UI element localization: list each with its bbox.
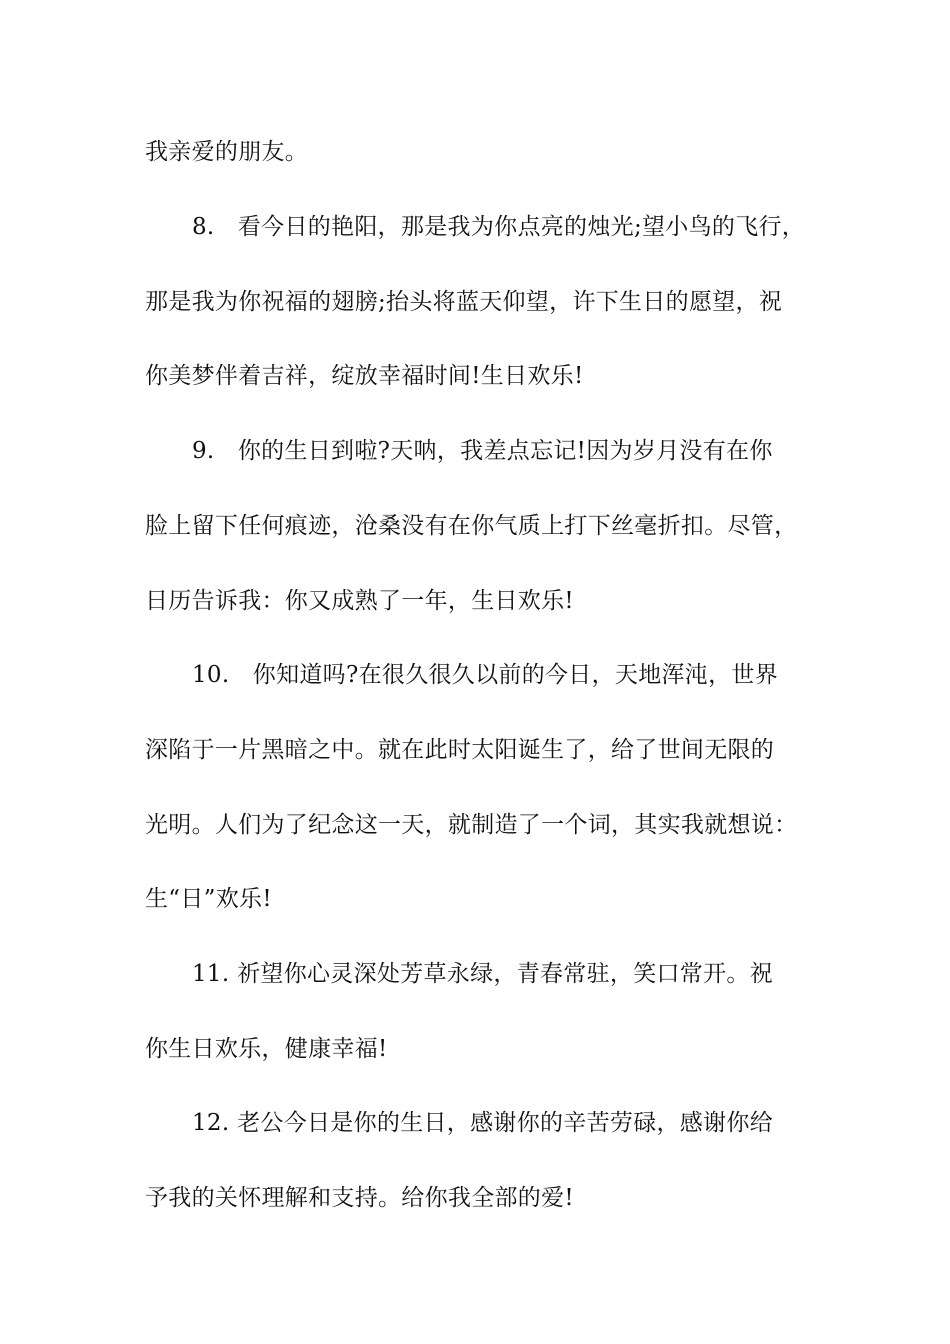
paragraph-8-line-2: 那是我为你祝福的翅膀;抬头将蓝天仰望，许下生日的愿望，祝 [145,289,783,315]
paragraph-12-line-1: 12. 老公今日是你的生日，感谢你的辛苦劳碌，感谢你给 [192,1110,773,1136]
paragraph-8-line-3: 你美梦伴着吉祥，绽放幸福时间!生日欢乐! [145,363,584,389]
paragraph-12-line-2: 予我的关怀理解和支持。给你我全部的爱! [145,1185,574,1211]
paragraph-10-line-3: 光明。人们为了纪念这一天，就制造了一个词，其实我就想说： [145,812,798,838]
paragraph-9-line-2: 脸上留下任何痕迹，沧桑没有在你气质上打下丝毫折扣。尽管， [145,513,798,539]
paragraph-11-line-2: 你生日欢乐，健康幸福! [145,1036,388,1062]
paragraph-8-line-1: 8. 看今日的艳阳，那是我为你点亮的烛光;望小鸟的飞行， [192,214,806,240]
paragraph-10-line-2: 深陷于一片黑暗之中。就在此时太阳诞生了，给了世间无限的 [145,737,775,763]
paragraph-9-line-3: 日历告诉我：你又成熟了一年，生日欢乐! [145,588,574,614]
paragraph-10-line-1: 10. 你知道吗?在很久很久以前的今日，天地浑沌，世界 [192,662,779,688]
paragraph-11-line-1: 11. 祈望你心灵深处芳草永绿，青春常驻，笑口常开。祝 [192,961,773,987]
text-line: 我亲爱的朋友。 [145,139,309,165]
paragraph-10-line-4: 生“日”欢乐! [145,886,272,912]
paragraph-9-line-1: 9. 你的生日到啦?天呐，我差点忘记!因为岁月没有在你 [192,438,773,464]
